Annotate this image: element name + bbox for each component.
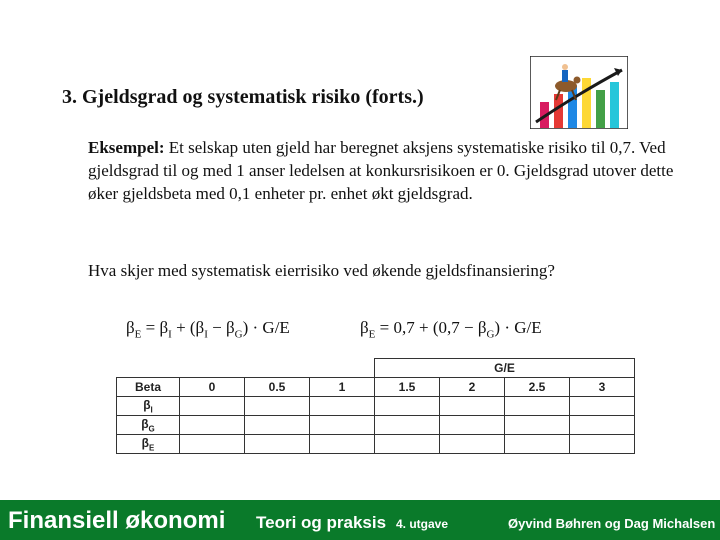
table-cell bbox=[310, 416, 375, 435]
table-cell bbox=[245, 416, 310, 435]
table-cell bbox=[440, 397, 505, 416]
table-cell bbox=[245, 397, 310, 416]
table-column-header: 3 bbox=[570, 378, 635, 397]
table-cell bbox=[180, 416, 245, 435]
example-text: Et selskap uten gjeld har beregnet aksjens systematiske risiko til 0,7. Ved gjeldsgrad til og med 1 anser ledelsen at konkursrisikoen er 0. Gjeldsgrad utover dette øker gjeldsbeta med 0,1 enheter pr. enhet økt gjeldsgrad. bbox=[88, 138, 674, 203]
table-cell bbox=[375, 397, 440, 416]
example-paragraph bbox=[88, 136, 678, 205]
table-cell bbox=[180, 435, 245, 454]
table-cell bbox=[180, 397, 245, 416]
row-label-beta-e: $\beta_E$ bbox=[117, 435, 180, 454]
table-cell bbox=[570, 435, 635, 454]
table-corner: Beta bbox=[117, 378, 180, 397]
table-row bbox=[117, 416, 635, 435]
footer-edition: 4. utgave bbox=[396, 517, 449, 531]
rider-chart-logo bbox=[530, 56, 628, 129]
table-cell bbox=[310, 435, 375, 454]
row-label-beta-i: $\beta_I$ bbox=[117, 397, 180, 416]
example-label: Eksempel: bbox=[88, 138, 165, 157]
footer-bar bbox=[0, 500, 720, 540]
table-cell bbox=[375, 416, 440, 435]
table-cell bbox=[570, 416, 635, 435]
table-group-header: G/E bbox=[375, 359, 635, 378]
table-cell bbox=[440, 416, 505, 435]
formula-example: $\beta_E = 0,7 + (0,7 - \beta_G) \cdot G/E$ bbox=[360, 318, 542, 341]
row-label-beta-g: $\beta_G$ bbox=[117, 416, 180, 435]
footer-subtitle: Teori og praksis bbox=[256, 513, 387, 532]
table-row bbox=[117, 397, 635, 416]
table-column-header: 2 bbox=[440, 378, 505, 397]
table-column-header: 0.5 bbox=[245, 378, 310, 397]
table-cell bbox=[570, 397, 635, 416]
table-cell bbox=[375, 435, 440, 454]
table-column-header: 1.5 bbox=[375, 378, 440, 397]
table-row bbox=[117, 435, 635, 454]
table-cell bbox=[505, 397, 570, 416]
table-column-header: 1 bbox=[310, 378, 375, 397]
table-cell bbox=[505, 416, 570, 435]
footer-authors: Øyvind Bøhren og Dag Michalsen bbox=[508, 516, 716, 531]
table-column-header: 2.5 bbox=[505, 378, 570, 397]
table-cell bbox=[310, 397, 375, 416]
question-text: Hva skjer med systematisk eierrisiko ved økende gjeldsfinansiering? bbox=[88, 261, 555, 280]
slide-title: 3. Gjeldsgrad og systematisk risiko (forts.) bbox=[62, 86, 424, 108]
footer-book-title: Finansiell økonomi bbox=[8, 507, 226, 534]
table-column-header: 0 bbox=[180, 378, 245, 397]
table-cell bbox=[505, 435, 570, 454]
table-group-header-row bbox=[117, 359, 635, 378]
table-cell bbox=[440, 435, 505, 454]
formula-general: $\beta_E = \beta_I + (\beta_I - \beta_G) \cdot G/E$ bbox=[126, 318, 290, 341]
beta-table bbox=[116, 358, 635, 454]
table-cell bbox=[245, 435, 310, 454]
table-header-row bbox=[117, 378, 635, 397]
